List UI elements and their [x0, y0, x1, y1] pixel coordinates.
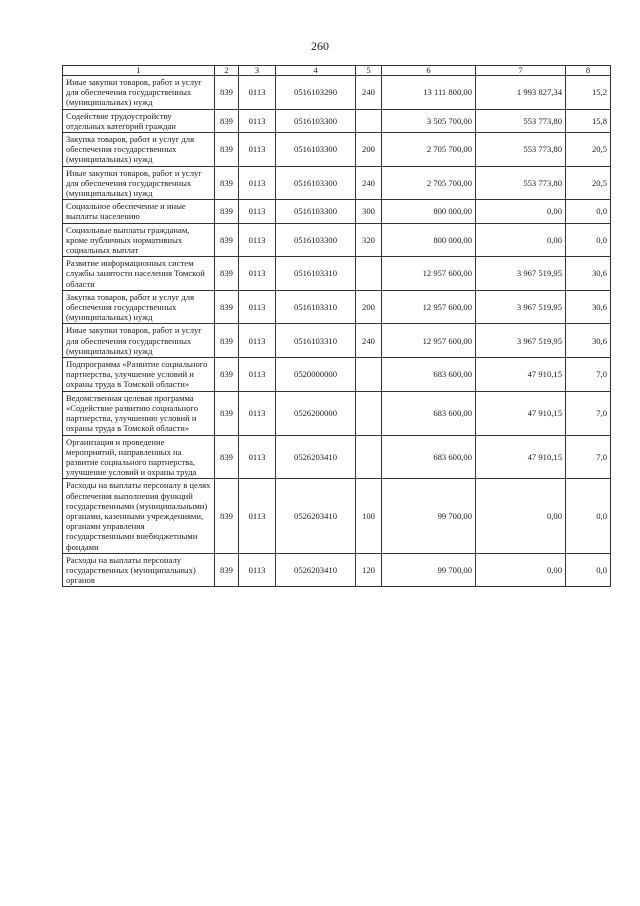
gr-code: 839 [215, 76, 239, 110]
target-article-code: 0516103300 [276, 166, 356, 200]
gr-code: 839 [215, 391, 239, 435]
table-body [63, 76, 611, 587]
gr-code: 839 [215, 109, 239, 132]
execution-percent: 20,5 [566, 133, 611, 167]
col-header-8: 8 [566, 66, 611, 76]
item-name: Закупка товаров, работ и услуг для обеспечения государственных (муниципальных) нужд [63, 133, 215, 167]
planned-amount: 99 700,00 [382, 553, 476, 587]
executed-amount: 553 773,80 [476, 109, 566, 132]
expense-kind-code [356, 109, 382, 132]
table-row [63, 166, 611, 200]
table-row [63, 76, 611, 110]
planned-amount: 12 957 600,00 [382, 324, 476, 358]
execution-percent: 0,0 [566, 553, 611, 587]
planned-amount: 683 600,00 [382, 391, 476, 435]
execution-percent: 7,0 [566, 435, 611, 479]
section-code: 0113 [239, 109, 276, 132]
gr-code: 839 [215, 257, 239, 291]
item-name: Социальное обеспечение и иные выплаты населению [63, 200, 215, 223]
executed-amount: 3 967 519,95 [476, 290, 566, 324]
execution-percent: 15,8 [566, 109, 611, 132]
target-article-code: 0520000000 [276, 358, 356, 392]
item-name: Иные закупки товаров, работ и услуг для обеспечения государственных (муниципальных) нужд [63, 166, 215, 200]
expense-kind-code: 200 [356, 290, 382, 324]
execution-percent: 7,0 [566, 358, 611, 392]
executed-amount: 553 773,80 [476, 166, 566, 200]
executed-amount: 0,00 [476, 553, 566, 587]
table-row [63, 553, 611, 587]
gr-code: 839 [215, 133, 239, 167]
target-article-code: 0526203410 [276, 553, 356, 587]
item-name: Социальные выплаты гражданам, кроме публичных нормативных социальных выплат [63, 223, 215, 257]
target-article-code: 0516103290 [276, 76, 356, 110]
gr-code: 839 [215, 324, 239, 358]
section-code: 0113 [239, 391, 276, 435]
expense-kind-code [356, 391, 382, 435]
col-header-6: 6 [382, 66, 476, 76]
table-row [63, 109, 611, 132]
expense-kind-code: 100 [356, 479, 382, 553]
expense-kind-code: 300 [356, 200, 382, 223]
gr-code: 839 [215, 290, 239, 324]
section-code: 0113 [239, 223, 276, 257]
col-header-2: 2 [215, 66, 239, 76]
planned-amount: 800 000,00 [382, 200, 476, 223]
item-name: Организация и проведение мероприятий, направленных на развитие социального партнерства, улучшение условий и охраны труда [63, 435, 215, 479]
expense-kind-code: 240 [356, 76, 382, 110]
section-code: 0113 [239, 200, 276, 223]
col-header-5: 5 [356, 66, 382, 76]
planned-amount: 800 000,00 [382, 223, 476, 257]
expense-kind-code: 120 [356, 553, 382, 587]
item-name: Ведомственная целевая программа «Содействие развитию социального партнерства, улучшению условий и охраны труда в Томской области» [63, 391, 215, 435]
target-article-code: 0516103310 [276, 257, 356, 291]
target-article-code: 0526203410 [276, 479, 356, 553]
planned-amount: 99 700,00 [382, 479, 476, 553]
section-code: 0113 [239, 479, 276, 553]
table-row [63, 435, 611, 479]
table-row [63, 257, 611, 291]
planned-amount: 12 957 600,00 [382, 290, 476, 324]
execution-percent: 30,6 [566, 257, 611, 291]
planned-amount: 13 111 800,00 [382, 76, 476, 110]
table-row [63, 324, 611, 358]
gr-code: 839 [215, 358, 239, 392]
gr-code: 839 [215, 479, 239, 553]
executed-amount: 553 773,80 [476, 133, 566, 167]
planned-amount: 683 600,00 [382, 435, 476, 479]
table-row [63, 133, 611, 167]
table-row [63, 223, 611, 257]
execution-percent: 20,5 [566, 166, 611, 200]
expense-kind-code: 200 [356, 133, 382, 167]
expense-kind-code [356, 358, 382, 392]
budget-table [62, 65, 611, 587]
page-number: 260 [311, 39, 329, 53]
table-row [63, 391, 611, 435]
section-code: 0113 [239, 435, 276, 479]
gr-code: 839 [215, 166, 239, 200]
execution-percent: 0,0 [566, 479, 611, 553]
target-article-code: 0526200000 [276, 391, 356, 435]
col-header-3: 3 [239, 66, 276, 76]
section-code: 0113 [239, 133, 276, 167]
executed-amount: 1 993 827,34 [476, 76, 566, 110]
gr-code: 839 [215, 200, 239, 223]
expense-kind-code: 240 [356, 166, 382, 200]
item-name: Расходы на выплаты персоналу в целях обеспечения выполнения функций государственными (муниципальными) органами, казенными учреждениями, органами управления государственными внебюджетными фондами [63, 479, 215, 553]
executed-amount: 0,00 [476, 479, 566, 553]
section-code: 0113 [239, 76, 276, 110]
target-article-code: 0516103300 [276, 223, 356, 257]
target-article-code: 0526203410 [276, 435, 356, 479]
item-name: Иные закупки товаров, работ и услуг для обеспечения государственных (муниципальных) нужд [63, 324, 215, 358]
expense-kind-code: 320 [356, 223, 382, 257]
item-name: Иные закупки товаров, работ и услуг для обеспечения государственных (муниципальных) нужд [63, 76, 215, 110]
planned-amount: 2 705 700,00 [382, 166, 476, 200]
section-code: 0113 [239, 358, 276, 392]
target-article-code: 0516103310 [276, 324, 356, 358]
executed-amount: 47 910,15 [476, 358, 566, 392]
gr-code: 839 [215, 553, 239, 587]
section-code: 0113 [239, 290, 276, 324]
target-article-code: 0516103310 [276, 290, 356, 324]
table-row [63, 290, 611, 324]
section-code: 0113 [239, 324, 276, 358]
section-code: 0113 [239, 257, 276, 291]
item-name: Расходы на выплаты персоналу государственных (муниципальных) органов [63, 553, 215, 587]
executed-amount: 0,00 [476, 200, 566, 223]
expense-kind-code [356, 257, 382, 291]
column-number-row [63, 66, 611, 76]
planned-amount: 2 705 700,00 [382, 133, 476, 167]
gr-code: 839 [215, 223, 239, 257]
table-row [63, 479, 611, 553]
execution-percent: 0,0 [566, 200, 611, 223]
execution-percent: 30,6 [566, 324, 611, 358]
col-header-7: 7 [476, 66, 566, 76]
expense-kind-code [356, 435, 382, 479]
execution-percent: 7,0 [566, 391, 611, 435]
table-row [63, 358, 611, 392]
executed-amount: 3 967 519,95 [476, 324, 566, 358]
section-code: 0113 [239, 553, 276, 587]
target-article-code: 0516103300 [276, 200, 356, 223]
execution-percent: 15,2 [566, 76, 611, 110]
planned-amount: 3 505 700,00 [382, 109, 476, 132]
expense-kind-code: 240 [356, 324, 382, 358]
executed-amount: 47 910,15 [476, 435, 566, 479]
planned-amount: 12 957 600,00 [382, 257, 476, 291]
gr-code: 839 [215, 435, 239, 479]
item-name: Содействие трудоустройству отдельных категорий граждан [63, 109, 215, 132]
section-code: 0113 [239, 166, 276, 200]
col-header-4: 4 [276, 66, 356, 76]
item-name: Подпрограмма «Развитие социального партнерства, улучшение условий и охраны труда в Томской области» [63, 358, 215, 392]
col-header-1: 1 [63, 66, 215, 76]
executed-amount: 47 910,15 [476, 391, 566, 435]
target-article-code: 0516103300 [276, 133, 356, 167]
item-name: Закупка товаров, работ и услуг для обеспечения государственных (муниципальных) нужд [63, 290, 215, 324]
target-article-code: 0516103300 [276, 109, 356, 132]
executed-amount: 3 967 519,95 [476, 257, 566, 291]
table-row [63, 200, 611, 223]
item-name: Развитие информационных систем службы занятости населения Томской области [63, 257, 215, 291]
planned-amount: 683 600,00 [382, 358, 476, 392]
execution-percent: 30,6 [566, 290, 611, 324]
executed-amount: 0,00 [476, 223, 566, 257]
execution-percent: 0,0 [566, 223, 611, 257]
